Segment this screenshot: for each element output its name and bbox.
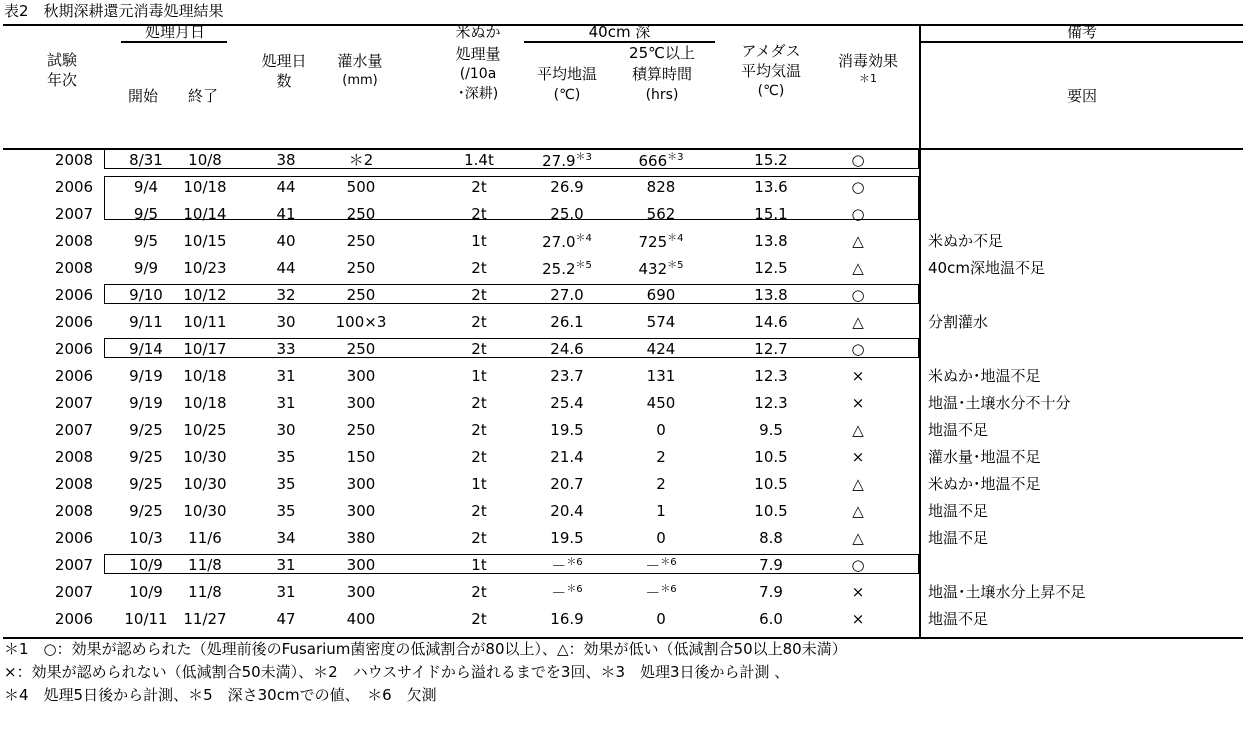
cell-effect: △ bbox=[852, 475, 864, 493]
footnote-mark: ＊3 bbox=[575, 152, 592, 163]
cell-soil-temp: 16.9 bbox=[550, 610, 584, 628]
cell-water: 380 bbox=[346, 529, 376, 547]
cell-end-date: 10/15 bbox=[183, 232, 227, 250]
cell-remark: 米ぬか･地温不足 bbox=[928, 475, 1041, 493]
header-days-1: 処理日 bbox=[261, 52, 307, 70]
header-remarks: 備考 bbox=[1066, 23, 1097, 41]
header-accum-hours-1: 25℃以上 bbox=[629, 44, 695, 62]
cell-water: 250 bbox=[346, 421, 376, 439]
cell-soil-temp: $27.9^{*3}$ bbox=[542, 152, 592, 170]
cell-year: 2008 bbox=[54, 502, 94, 520]
cell-rice-bran: 2t bbox=[471, 583, 487, 601]
cell-start-date: 9/14 bbox=[129, 340, 163, 358]
cell-water: 300 bbox=[346, 502, 376, 520]
cell-days: 47 bbox=[276, 610, 296, 628]
cell-soil-temp: －$^{*6}$ bbox=[551, 584, 583, 602]
cell-end-date: 10/30 bbox=[183, 448, 227, 466]
cell-start-date: 9/9 bbox=[133, 259, 159, 277]
cell-air-temp: 7.9 bbox=[759, 583, 783, 601]
cell-air-temp: 15.2 bbox=[754, 151, 788, 169]
cell-air-temp: 8.8 bbox=[759, 529, 783, 547]
cell-water: 300 bbox=[346, 475, 376, 493]
cell-soil-temp: $25.2^{*5}$ bbox=[542, 260, 592, 278]
cell-effect: × bbox=[851, 610, 865, 628]
cell-end-date: 10/8 bbox=[188, 151, 222, 169]
cell-effect: △ bbox=[852, 313, 864, 331]
cell-hours: 2 bbox=[656, 475, 666, 493]
cell-remark: 地温･土壌水分上昇不足 bbox=[928, 583, 1086, 601]
header-rice-bran-4: ･深耕) bbox=[457, 86, 499, 102]
footnote-line: ×：効果が認められない（低減割合50未満）、＊2 ハウスサイドから溢れるまでを3回、＊3 処理3日後から計測 、 bbox=[4, 663, 790, 681]
cell-rice-bran: 1t bbox=[471, 367, 487, 385]
cell-effect: △ bbox=[852, 529, 864, 547]
header-avg-soil-temp-2: (℃) bbox=[553, 87, 581, 103]
footnote-mark: ＊6 bbox=[566, 584, 583, 595]
cell-rice-bran: 2t bbox=[471, 421, 487, 439]
cell-hours: 0 bbox=[656, 529, 666, 547]
cell-start-date: 9/5 bbox=[133, 232, 159, 250]
cell-hours: $432^{*5}$ bbox=[638, 260, 684, 278]
header-water-2: (mm) bbox=[342, 73, 378, 88]
cell-start-date: 9/19 bbox=[129, 367, 163, 385]
cell-rice-bran: 2t bbox=[471, 502, 487, 520]
cell-days: 30 bbox=[276, 421, 296, 439]
row-box bbox=[104, 149, 919, 169]
cell-effect: ○ bbox=[851, 178, 865, 196]
cell-end-date: 11/27 bbox=[183, 610, 227, 628]
cell-end-date: 10/18 bbox=[183, 394, 227, 412]
cell-remark: 40cm深地温不足 bbox=[928, 259, 1045, 277]
cell-year: 2008 bbox=[54, 475, 94, 493]
cell-hours: 2 bbox=[656, 448, 666, 466]
cell-soil-temp: 27.0 bbox=[550, 286, 584, 304]
cell-water: 100×3 bbox=[335, 313, 387, 331]
row-box bbox=[104, 338, 919, 358]
cell-effect: ○ bbox=[851, 151, 865, 169]
cell-days: 31 bbox=[276, 583, 296, 601]
cell-effect: ○ bbox=[851, 205, 865, 223]
cell-start-date: 9/25 bbox=[129, 421, 163, 439]
header-effect-1: 消毒効果 bbox=[837, 52, 898, 70]
cell-remark: 地温不足 bbox=[928, 610, 989, 628]
cell-air-temp: 10.5 bbox=[754, 448, 788, 466]
cell-days: 44 bbox=[276, 178, 296, 196]
cell-hours: 0 bbox=[656, 421, 666, 439]
cell-effect: × bbox=[851, 367, 865, 385]
cell-rice-bran: 1t bbox=[471, 556, 487, 574]
cell-soil-temp: 24.6 bbox=[550, 340, 584, 358]
cell-hours: 0 bbox=[656, 610, 666, 628]
cell-effect: × bbox=[851, 394, 865, 412]
cell-rice-bran: 2t bbox=[471, 259, 487, 277]
footnote-mark: ＊5 bbox=[575, 260, 592, 271]
row-box bbox=[104, 554, 919, 574]
header-water-1: 灌水量 bbox=[337, 52, 383, 70]
cell-air-temp: 13.6 bbox=[754, 178, 788, 196]
cell-year: 2008 bbox=[54, 151, 94, 169]
cell-start-date: 9/5 bbox=[133, 205, 159, 223]
cell-remark: 米ぬか･地温不足 bbox=[928, 367, 1041, 385]
footnote-mark: ＊4 bbox=[667, 233, 684, 244]
remarks-divider bbox=[919, 24, 921, 638]
header-shiken: 試験 bbox=[46, 51, 77, 69]
cell-year: 2007 bbox=[54, 205, 94, 223]
header-accum-hours-2: 積算時間 bbox=[631, 65, 692, 83]
cell-end-date: 10/14 bbox=[183, 205, 227, 223]
cell-days: 33 bbox=[276, 340, 296, 358]
cell-year: 2007 bbox=[54, 556, 94, 574]
cell-year: 2006 bbox=[54, 313, 94, 331]
cell-year: 2006 bbox=[54, 610, 94, 628]
cell-air-temp: 10.5 bbox=[754, 475, 788, 493]
date-group-underline bbox=[121, 41, 227, 43]
cell-end-date: 10/30 bbox=[183, 475, 227, 493]
cell-hours: 828 bbox=[646, 178, 676, 196]
cell-soil-temp: 20.4 bbox=[550, 502, 584, 520]
cell-start-date: 10/3 bbox=[129, 529, 163, 547]
cell-days: 41 bbox=[276, 205, 296, 223]
cell-air-temp: 15.1 bbox=[754, 205, 788, 223]
cell-hours: －$^{*6}$ bbox=[645, 557, 677, 575]
cell-year: 2007 bbox=[54, 583, 94, 601]
cell-air-temp: 12.3 bbox=[754, 394, 788, 412]
cell-water: 250 bbox=[346, 259, 376, 277]
cell-rice-bran: 2t bbox=[471, 394, 487, 412]
cell-rice-bran: 1.4t bbox=[464, 151, 494, 169]
cell-year: 2008 bbox=[54, 448, 94, 466]
cell-water: 300 bbox=[346, 556, 376, 574]
header-amedas-1: アメダス bbox=[741, 42, 801, 60]
header-nenji: 年次 bbox=[46, 71, 77, 89]
cell-water: 500 bbox=[346, 178, 376, 196]
cell-soil-temp: 26.1 bbox=[550, 313, 584, 331]
cell-rice-bran: 2t bbox=[471, 610, 487, 628]
cell-soil-temp: $27.0^{*4}$ bbox=[542, 233, 592, 251]
cell-hours: 131 bbox=[646, 367, 676, 385]
cell-water: 300 bbox=[346, 394, 376, 412]
cell-hours: $666^{*3}$ bbox=[638, 152, 684, 170]
depth-group-underline bbox=[524, 41, 715, 43]
cell-effect: ○ bbox=[851, 340, 865, 358]
cell-days: 30 bbox=[276, 313, 296, 331]
cell-start-date: 9/11 bbox=[129, 313, 163, 331]
cell-days: 35 bbox=[276, 502, 296, 520]
cell-rice-bran: 2t bbox=[471, 178, 487, 196]
header-factor: 要因 bbox=[1066, 87, 1097, 105]
footnote-line: ＊4 処理5日後から計測、＊5 深さ30cmでの値、 ＊6 欠測 bbox=[4, 686, 437, 704]
cell-start-date: 9/10 bbox=[129, 286, 163, 304]
cell-soil-temp: －$^{*6}$ bbox=[551, 557, 583, 575]
cell-effect: △ bbox=[852, 259, 864, 277]
cell-end-date: 11/8 bbox=[188, 583, 222, 601]
cell-water: 250 bbox=[346, 232, 376, 250]
footnote-mark: ＊4 bbox=[575, 233, 592, 244]
cell-end-date: 11/8 bbox=[188, 556, 222, 574]
table-bottom-border bbox=[3, 637, 1243, 639]
cell-days: 35 bbox=[276, 475, 296, 493]
header-start: 開始 bbox=[127, 87, 158, 105]
cell-days: 31 bbox=[276, 394, 296, 412]
cell-air-temp: 12.7 bbox=[754, 340, 788, 358]
cell-end-date: 10/18 bbox=[183, 367, 227, 385]
cell-rice-bran: 2t bbox=[471, 205, 487, 223]
cell-soil-temp: 19.5 bbox=[550, 529, 584, 547]
cell-end-date: 10/23 bbox=[183, 259, 227, 277]
row-box bbox=[104, 284, 919, 304]
cell-rice-bran: 2t bbox=[471, 529, 487, 547]
cell-effect: △ bbox=[852, 502, 864, 520]
header-rice-bran-3: (/10a bbox=[459, 66, 497, 82]
cell-rice-bran: 2t bbox=[471, 286, 487, 304]
cell-effect: ○ bbox=[851, 286, 865, 304]
cell-rice-bran: 2t bbox=[471, 448, 487, 466]
cell-days: 32 bbox=[276, 286, 296, 304]
cell-air-temp: 10.5 bbox=[754, 502, 788, 520]
header-accum-hours-3: (hrs) bbox=[645, 87, 679, 103]
cell-remark: 米ぬか不足 bbox=[928, 232, 1004, 250]
cell-hours: 450 bbox=[646, 394, 676, 412]
footnote-mark: ＊5 bbox=[667, 260, 684, 271]
header-rice-bran-2: 処理量 bbox=[455, 45, 501, 63]
cell-hours: 574 bbox=[646, 313, 676, 331]
cell-year: 2008 bbox=[54, 259, 94, 277]
header-effect-2: ＊1 bbox=[859, 72, 877, 85]
cell-rice-bran: 2t bbox=[471, 340, 487, 358]
cell-start-date: 9/25 bbox=[129, 475, 163, 493]
cell-remark: 地温不足 bbox=[928, 502, 989, 520]
cell-soil-temp: 25.0 bbox=[550, 205, 584, 223]
footnote-mark: ＊6 bbox=[660, 584, 677, 595]
cell-water: 250 bbox=[346, 205, 376, 223]
cell-days: 34 bbox=[276, 529, 296, 547]
cell-soil-temp: 23.7 bbox=[550, 367, 584, 385]
cell-soil-temp: 25.4 bbox=[550, 394, 584, 412]
cell-start-date: 10/11 bbox=[124, 610, 168, 628]
cell-effect: × bbox=[851, 583, 865, 601]
cell-start-date: 9/4 bbox=[133, 178, 159, 196]
header-amedas-2: 平均気温 bbox=[740, 62, 801, 80]
cell-days: 38 bbox=[276, 151, 296, 169]
cell-days: 44 bbox=[276, 259, 296, 277]
table-title: 表2 秋期深耕還元消毒処理結果 bbox=[4, 2, 224, 20]
cell-days: 31 bbox=[276, 367, 296, 385]
cell-water: 150 bbox=[346, 448, 376, 466]
remarks-header-underline bbox=[919, 41, 1243, 43]
cell-water: ＊2 bbox=[348, 151, 374, 169]
cell-air-temp: 14.6 bbox=[754, 313, 788, 331]
cell-start-date: 9/25 bbox=[129, 448, 163, 466]
cell-remark: 地温不足 bbox=[928, 421, 989, 439]
cell-air-temp: 7.9 bbox=[759, 556, 783, 574]
cell-year: 2006 bbox=[54, 529, 94, 547]
cell-end-date: 11/6 bbox=[188, 529, 222, 547]
header-days-2: 数 bbox=[276, 72, 292, 90]
cell-remark: 灌水量･地温不足 bbox=[928, 448, 1041, 466]
cell-days: 35 bbox=[276, 448, 296, 466]
header-end: 終了 bbox=[187, 87, 218, 105]
cell-hours: 690 bbox=[646, 286, 676, 304]
cell-air-temp: 6.0 bbox=[759, 610, 783, 628]
cell-start-date: 9/19 bbox=[129, 394, 163, 412]
header-treatment-date: 処理月日 bbox=[144, 23, 205, 41]
cell-rice-bran: 1t bbox=[471, 232, 487, 250]
footnote-mark: ＊3 bbox=[667, 152, 684, 163]
cell-air-temp: 9.5 bbox=[759, 421, 783, 439]
cell-hours: －$^{*6}$ bbox=[645, 584, 677, 602]
cell-hours: 562 bbox=[646, 205, 676, 223]
cell-air-temp: 12.5 bbox=[754, 259, 788, 277]
cell-air-temp: 13.8 bbox=[754, 232, 788, 250]
header-rice-bran-1: 米ぬか bbox=[455, 23, 501, 41]
cell-end-date: 10/12 bbox=[183, 286, 227, 304]
cell-effect: ○ bbox=[851, 556, 865, 574]
cell-hours: 1 bbox=[656, 502, 666, 520]
cell-year: 2008 bbox=[54, 232, 94, 250]
cell-remark: 分割灌水 bbox=[928, 313, 989, 331]
cell-air-temp: 12.3 bbox=[754, 367, 788, 385]
cell-start-date: 8/31 bbox=[129, 151, 163, 169]
cell-effect: △ bbox=[852, 421, 864, 439]
cell-remark: 地温不足 bbox=[928, 529, 989, 547]
cell-effect: △ bbox=[852, 232, 864, 250]
cell-year: 2007 bbox=[54, 394, 94, 412]
cell-year: 2006 bbox=[54, 286, 94, 304]
header-depth-40cm: 40cm 深 bbox=[588, 23, 651, 41]
cell-air-temp: 13.8 bbox=[754, 286, 788, 304]
cell-year: 2006 bbox=[54, 340, 94, 358]
footnote-mark: ＊6 bbox=[660, 557, 677, 568]
row-box bbox=[104, 176, 919, 223]
cell-start-date: 10/9 bbox=[129, 556, 163, 574]
cell-water: 400 bbox=[346, 610, 376, 628]
cell-year: 2006 bbox=[54, 178, 94, 196]
cell-soil-temp: 19.5 bbox=[550, 421, 584, 439]
cell-rice-bran: 2t bbox=[471, 313, 487, 331]
cell-soil-temp: 20.7 bbox=[550, 475, 584, 493]
footnote-mark: ＊6 bbox=[566, 557, 583, 568]
cell-days: 40 bbox=[276, 232, 296, 250]
cell-days: 31 bbox=[276, 556, 296, 574]
header-amedas-3: (℃) bbox=[757, 83, 785, 99]
cell-hours: $725^{*4}$ bbox=[638, 233, 684, 251]
cell-end-date: 10/30 bbox=[183, 502, 227, 520]
cell-end-date: 10/11 bbox=[183, 313, 227, 331]
cell-soil-temp: 26.9 bbox=[550, 178, 584, 196]
header-avg-soil-temp-1: 平均地温 bbox=[536, 65, 597, 83]
footnote-line: ＊1 ○：効果が認められた（処理前後のFusarium菌密度の低減割合が80以上）、△：効果が低い（低減割合50以上80未満） bbox=[4, 640, 847, 658]
cell-end-date: 10/17 bbox=[183, 340, 227, 358]
cell-effect: × bbox=[851, 448, 865, 466]
cell-water: 250 bbox=[346, 340, 376, 358]
cell-remark: 地温･土壌水分不十分 bbox=[928, 394, 1071, 412]
cell-soil-temp: 21.4 bbox=[550, 448, 584, 466]
cell-start-date: 9/25 bbox=[129, 502, 163, 520]
cell-water: 300 bbox=[346, 367, 376, 385]
cell-year: 2007 bbox=[54, 421, 94, 439]
cell-end-date: 10/25 bbox=[183, 421, 227, 439]
cell-start-date: 10/9 bbox=[129, 583, 163, 601]
cell-water: 300 bbox=[346, 583, 376, 601]
cell-year: 2006 bbox=[54, 367, 94, 385]
cell-end-date: 10/18 bbox=[183, 178, 227, 196]
cell-water: 250 bbox=[346, 286, 376, 304]
cell-hours: 424 bbox=[646, 340, 676, 358]
cell-rice-bran: 1t bbox=[471, 475, 487, 493]
